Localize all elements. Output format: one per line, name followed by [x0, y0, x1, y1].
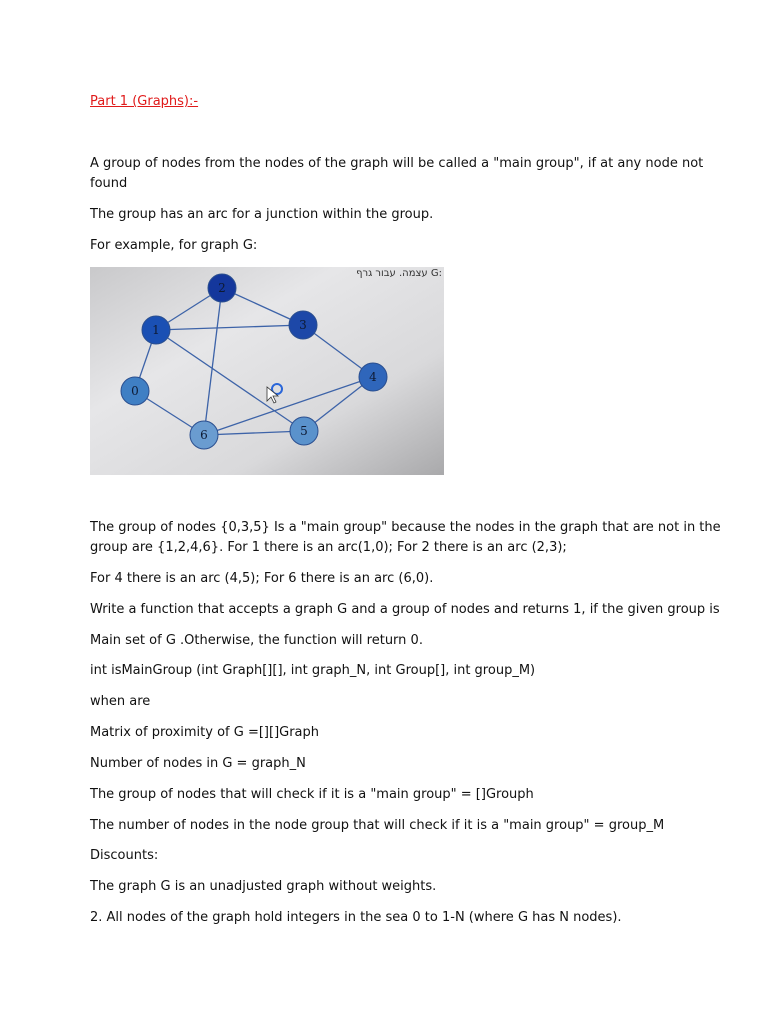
node-label: 0 [131, 384, 139, 398]
intro-line-3: The group has an arc for a junction within the group. [90, 207, 434, 222]
body-line-13: The graph G is an unadjusted graph without weights. [90, 879, 437, 894]
body-line-3: For 4 there is an arc (4,5); For 6 there is an arc (6,0). [90, 571, 434, 586]
node-4 [359, 363, 387, 391]
body-line-1: The group of nodes {0,3,5} Is a "main group" because the nodes in the graph that are not in the [90, 520, 721, 535]
body-line-9: Number of nodes in G = graph_N [90, 756, 306, 771]
body-line-12: Discounts: [90, 848, 159, 863]
node-label: 2 [218, 281, 226, 295]
graph-photo [90, 267, 444, 475]
body-line-5: Main set of G .Otherwise, the function will return 0. [90, 633, 423, 648]
photo-background [90, 267, 444, 475]
node-1 [142, 316, 170, 344]
node-0 [121, 377, 149, 405]
node-6 [190, 421, 218, 449]
intro-line-4: For example, for graph G: [90, 238, 258, 253]
body-line-14: 2. All nodes of the graph hold integers in the sea 0 to 1-N (where G has N nodes). [90, 910, 622, 925]
node-label: 6 [200, 428, 208, 442]
function-signature: int isMainGroup (int Graph[][], int graph_N, int Group[], int group_M) [90, 663, 536, 678]
hebrew-caption: עצמה. עבור גרף G: [356, 268, 442, 279]
body-line-11: The number of nodes in the node group that will check if it is a "main group" = group_M [90, 818, 665, 833]
body-line-7: when are [90, 694, 151, 709]
intro-line-1: A group of nodes from the nodes of the graph will be called a "main group", if at any node not [90, 156, 704, 171]
node-2 [208, 274, 236, 302]
body-line-8: Matrix of proximity of G =[][]Graph [90, 725, 320, 740]
node-label: 1 [152, 323, 160, 337]
node-label: 5 [300, 424, 308, 438]
node-3 [289, 311, 317, 339]
graph-diagram [90, 267, 444, 475]
body-line-4: Write a function that accepts a graph G and a group of nodes and returns 1, if the given group is [90, 602, 720, 617]
node-label: 4 [369, 370, 377, 384]
body-line-10: The group of nodes that will check if it is a "main group" = []Grouph [90, 787, 534, 802]
intro-line-2: found [90, 176, 128, 191]
body-line-2: group are {1,2,4,6}. For 1 there is an arc(1,0); For 2 there is an arc (2,3); [90, 540, 567, 555]
section-heading: Part 1 (Graphs):- [90, 94, 199, 109]
node-5 [290, 417, 318, 445]
node-label: 3 [299, 318, 307, 332]
